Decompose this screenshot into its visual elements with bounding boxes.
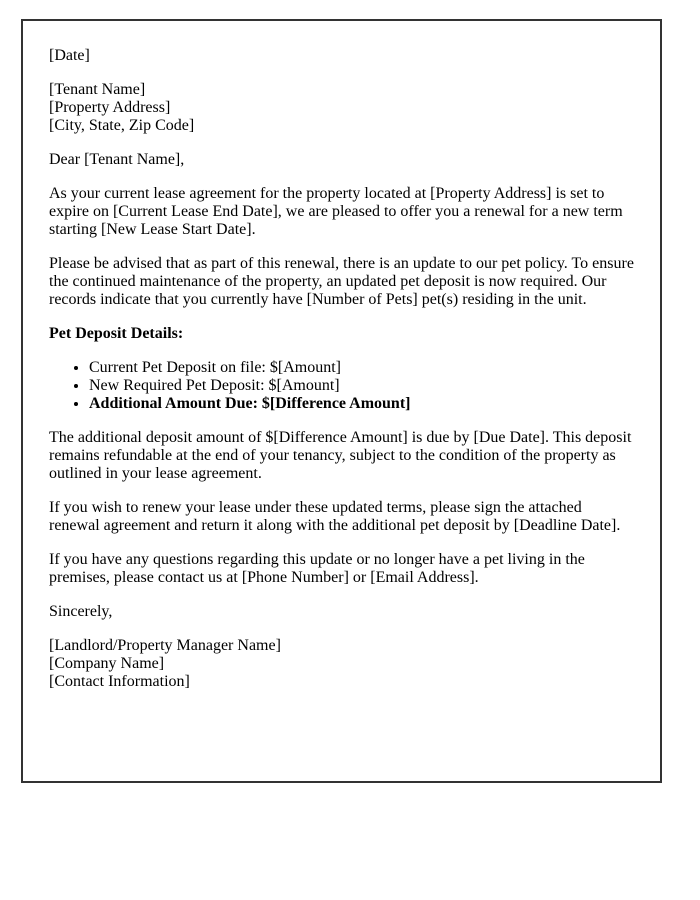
date-line: [Date] [49,47,90,64]
signature-company-name: [Company Name] [49,655,165,672]
list-item-new-required-pet-deposit: • New Required Pet Deposit: $[Amount] [89,377,634,395]
recipient-name: [Tenant Name] [49,81,146,98]
list-item-additional-amount-due: • Additional Amount Due: $[Difference Amount] [89,395,634,413]
section-heading-pet-deposit-details: Pet Deposit Details: [49,325,184,342]
paragraph-questions-contact: If you have any questions regarding this update or no longer have a pet living in the premises, please contact us at [Phone Number] or [Email Address]. [49,551,585,586]
recipient-address: [Property Address] [49,99,171,116]
recipient-block [49,81,634,135]
paragraph-additional-deposit-due: The additional deposit amount of $[Difference Amount] is due by [Due Date]. This deposit remains refundable at the end of your tenancy, subject to the condition of the property as outlined in your lease agreement. [49,429,632,482]
signature-landlord-name: [Landlord/Property Manager Name] [49,637,281,654]
signature-contact-information: [Contact Information] [49,673,190,690]
paragraph-renewal-instructions: If you wish to renew your lease under these updated terms, please sign the attached renewal agreement and return it along with the additional pet deposit by [Deadline Date]. [49,499,621,534]
recipient-city-state-zip: [City, State, Zip Code] [49,117,195,134]
salutation: Dear [Tenant Name], [49,151,185,168]
closing: Sincerely, [49,603,113,620]
pet-deposit-list [49,359,634,413]
list-item-current-pet-deposit: • Current Pet Deposit on file: $[Amount] [89,359,634,377]
paragraph-pet-policy-update: Please be advised that as part of this renewal, there is an update to our pet policy. To ensure the continued maintenance of the property, an updated pet deposit is now required. Our records indicate that you currently have [Number of Pets] pet(s) residing in the unit. [49,255,634,308]
signature-block [49,637,634,691]
letter-container [21,19,662,783]
paragraph-renewal-offer: As your current lease agreement for the property located at [Property Address] is set to expire on [Current Lease End Date], we are pleased to offer you a renewal for a new term starting [New Lease Start Date]. [49,185,623,238]
